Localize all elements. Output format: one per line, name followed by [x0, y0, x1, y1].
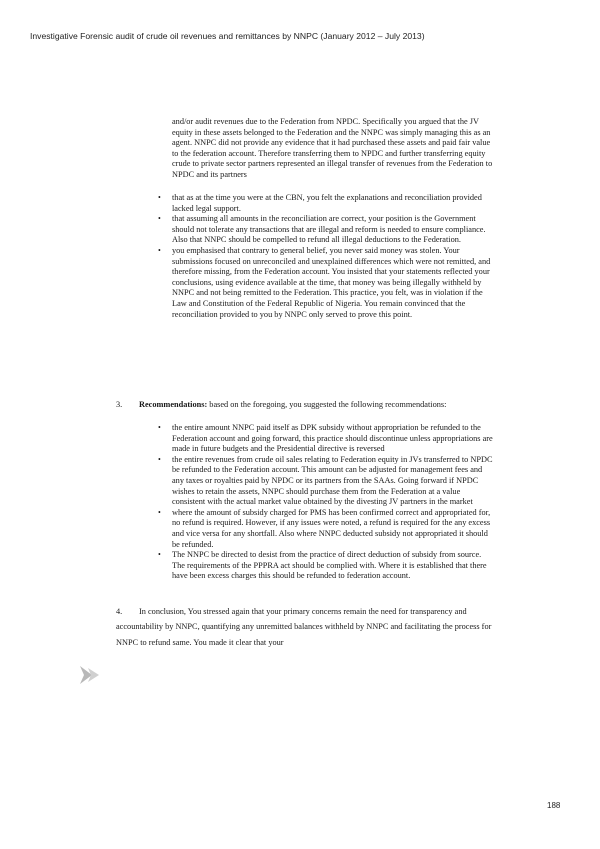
continuation-paragraph: and/or audit revenues due to the Federation from NPDC. Specifically you argued that the JV equity in these assets belonged to the Federation and the NNPC was simply managing this as an agent. NNPC did not provide any evidence that it had purchased these assets and paid fair value to the federation account. Therefore transferring them to NPDC and further transferring equity crude to private sector partners represented an illegal transfer of revenues from the Federation to NPDC and its partners: [172, 117, 493, 179]
bullet-icon: •: [158, 214, 161, 224]
conclusion-text: In conclusion, You stressed again that your primary concerns remain the need for transparency and accountability by NNPC, quantifying any unremitted balances withheld by NNPC and facilitating the process for NNPC to refund same. You made it clear that your: [116, 607, 492, 647]
list-item-text: where the amount of subsidy charged for PMS has been confirmed correct and appropriated for, no refund is required. However, if any issues were noted, a refund is required for the any excess and vice versa for any shortfall. Also where NNPC deducted subsidy not appropriated it should be refunded.: [172, 507, 491, 549]
list-item-text: that assuming all amounts in the reconciliation are correct, your position is the Government should not tolerate any transactions that are illegal and reform is needed to ensure compliance. Also that NNPC should be compelled to refund all illegal deductions to the Federation.: [172, 214, 486, 245]
recommendations-paragraph: [116, 400, 496, 411]
bullet-icon: •: [158, 507, 161, 517]
list-item: [158, 193, 494, 214]
findings-bullet-list: [158, 193, 494, 320]
conclusion-paragraph: [116, 604, 506, 650]
paragraph-number: 4.: [116, 607, 123, 616]
list-item: [158, 214, 494, 246]
running-header: Investigative Forensic audit of crude oil revenues and remittances by NNPC (January 2012 – July 2013): [30, 31, 425, 41]
list-item-text: that as at the time you were at the CBN, you felt the explanations and reconciliation provided lacked legal support.: [172, 193, 482, 213]
list-item: [158, 455, 494, 508]
list-item: [158, 508, 494, 550]
list-item-text: The NNPC be directed to desist from the practice of direct deduction of subsidy from source. The requirements of the PPPRA act should be complied with. Where it is established that there have been excess charges this should be refunded to federation account.: [172, 550, 487, 581]
bullet-icon: •: [158, 245, 161, 255]
list-item-text: the entire revenues from crude oil sales relating to Federation equity in JVs transferred to NPDC be refunded to the Federation account. This amount can be adjusted for management fees and any taxes or royalties paid by NPDC or its partners from the SAAs. Going forward if NPDC wishes to retain the assets, NNPC should purchase them from the Federation at a value consistent with the actual market value obtained by the divesting JV partners in the market: [172, 454, 493, 507]
bullet-icon: •: [158, 550, 161, 560]
list-item-text: the entire amount NNPC paid itself as DPK subsidy without appropriation be refunded to the Federation account and going forward, this practice should discontinue unless appropriations are made in future budgets and the Presidential directive is reversed: [172, 423, 493, 454]
list-item: [158, 423, 494, 455]
page-number: 188: [547, 801, 561, 810]
bullet-icon: •: [158, 193, 161, 202]
list-item: [158, 550, 494, 582]
bullet-icon: •: [158, 423, 161, 432]
recommendations-intro: based on the foregoing, you suggested the following recommendations:: [207, 400, 447, 409]
bullet-icon: •: [158, 454, 161, 464]
list-item-text: you emphasised that contrary to general belief, you never said money was stolen. Your submissions focused on unreconciled and unexplained differences which were not remitted, and therefore missing, from the Federation account. You insisted that your statements reflected your conclusions, using evidence available at the time, that money was being illegally withheld by NNPC and not being remitted to the Federation. This practice, you felt, was in violation if the Law and Constitution of the Federal Republic of Nigeria. You remain convinced that the reconciliation provided to you by NNPC only served to prove this point.: [172, 245, 491, 319]
list-item: [158, 246, 494, 320]
recommendations-heading: Recommendations:: [139, 400, 208, 409]
paragraph-number: 3.: [116, 400, 123, 409]
chevron-arrow-icon: [78, 664, 102, 686]
recommendations-bullet-list: [158, 423, 494, 582]
